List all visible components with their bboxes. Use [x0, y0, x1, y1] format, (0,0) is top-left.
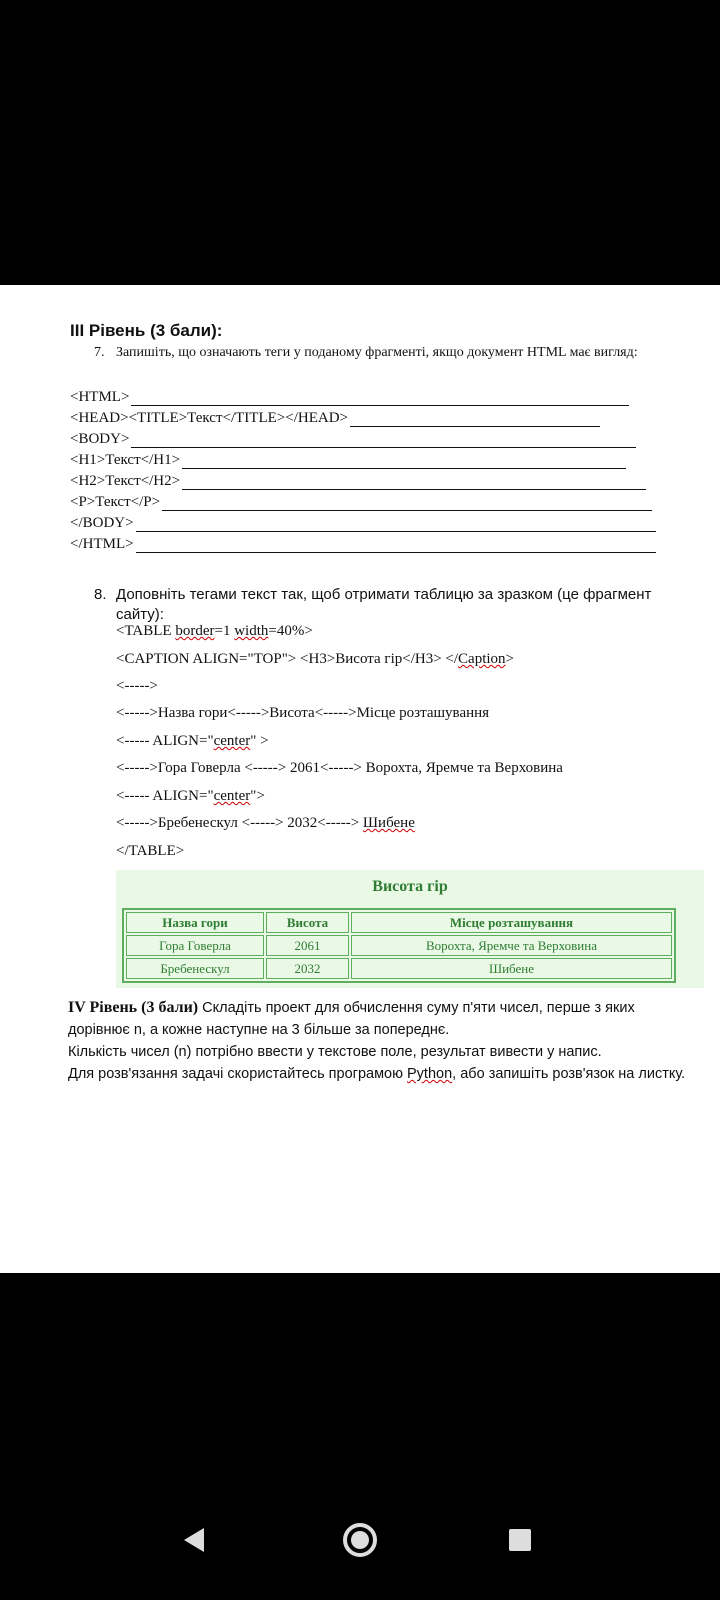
table-header-cell: Назва гори: [126, 912, 264, 933]
table-row: [126, 958, 672, 979]
table-header-cell: Висота: [266, 912, 349, 933]
code-line-3: <BODY>: [70, 431, 636, 448]
level4-paragraph-1: Складіть проект для обчислення суму п'яти чисел, перше з яких дорівнює n, а кожне наступне на 3 більше за попереднє.: [68, 1000, 635, 1038]
q8-code-line-3: <----->: [116, 678, 158, 694]
q8-code-line-2: <CAPTION ALIGN="TOP"> <H3>Висота гір</H3> </Caption>: [116, 651, 514, 667]
q8-code-line-1: <TABLE border=1 width=40%>: [116, 623, 313, 639]
table-cell: Гора Говерла: [126, 935, 264, 956]
question-7-number: 7.: [94, 345, 105, 360]
code-line-6: <P>Текст</P>: [70, 494, 652, 511]
table-row: [126, 935, 672, 956]
code-line-7: </BODY>: [70, 515, 656, 532]
answer-blank: [162, 496, 652, 511]
level3-title: ІІІ Рівень (3 бали):: [70, 321, 223, 340]
question-7-text: Запишіть, що означають теги у поданому фрагменті, якщо документ HTML має вигляд:: [116, 345, 638, 360]
q8-code-line-4: <----->Назва гори<----->Висота<----->Місце розташування: [116, 705, 490, 721]
table-cell: Шибене: [351, 958, 672, 979]
table-header-row: [126, 912, 672, 933]
level4-title: IV Рівень (3 бали): [68, 999, 199, 1016]
table-cell: 2061: [266, 935, 349, 956]
answer-blank: [350, 412, 600, 427]
sample-table-image: [116, 870, 704, 988]
question-8-text: Доповніть тегами текст так, щоб отримати таблицю за зразком (це фрагмент сайту):: [116, 586, 652, 623]
answer-blank: [182, 454, 626, 469]
level4-paragraph-2: Кількість чисел (n) потрібно ввести у текстове поле, результат вивести у напис.: [68, 1044, 602, 1060]
q8-code-line-8: <----->Бребенескул <-----> 2032<-----> Шибене: [116, 815, 415, 831]
answer-blank: [136, 538, 656, 553]
document-page: [0, 285, 720, 1273]
answer-blank: [136, 517, 656, 532]
q8-code-line-5: <----- ALIGN="center" >: [116, 733, 269, 749]
level4-block: [68, 997, 688, 1085]
sample-table: [122, 908, 676, 983]
table-header-cell: Місце розташування: [351, 912, 672, 933]
recents-square-icon[interactable]: [500, 1520, 540, 1560]
back-triangle-icon[interactable]: [176, 1520, 216, 1560]
q8-code-line-9: </TABLE>: [116, 843, 185, 859]
home-circle-icon[interactable]: [340, 1520, 380, 1560]
table-cell: Бребенескул: [126, 958, 264, 979]
answer-blank: [131, 433, 636, 448]
python-word: Python: [407, 1066, 453, 1082]
answer-blank: [182, 475, 646, 490]
question-8: [94, 585, 679, 625]
sample-caption: Висота гір: [372, 878, 448, 895]
level4-paragraph-3a: Для розв'язання задачі скористайтесь програмою: [68, 1066, 408, 1082]
q8-code-line-6: <----->Гора Говерла <-----> 2061<-----> Ворохта, Яремче та Верховина: [116, 760, 563, 776]
question-7: [94, 343, 679, 363]
q8-code-line-7: <----- ALIGN="center">: [116, 788, 265, 804]
code-line-8: </HTML>: [70, 536, 656, 553]
table-cell: 2032: [266, 958, 349, 979]
code-line-2: <HEAD><TITLE>Текст</TITLE></HEAD>: [70, 410, 600, 427]
table-cell: Ворохта, Яремче та Верховина: [351, 935, 672, 956]
level4-paragraph-3c: , або запишіть розв'язок на листку.: [452, 1066, 686, 1082]
answer-blank: [131, 391, 629, 406]
code-line-4: <H1>Текст</H1>: [70, 452, 626, 469]
code-line-5: <H2>Текст</H2>: [70, 473, 646, 490]
code-line-1: <HTML>: [70, 389, 629, 406]
android-navigation-bar: [0, 1500, 720, 1600]
question-8-number: 8.: [94, 586, 107, 603]
